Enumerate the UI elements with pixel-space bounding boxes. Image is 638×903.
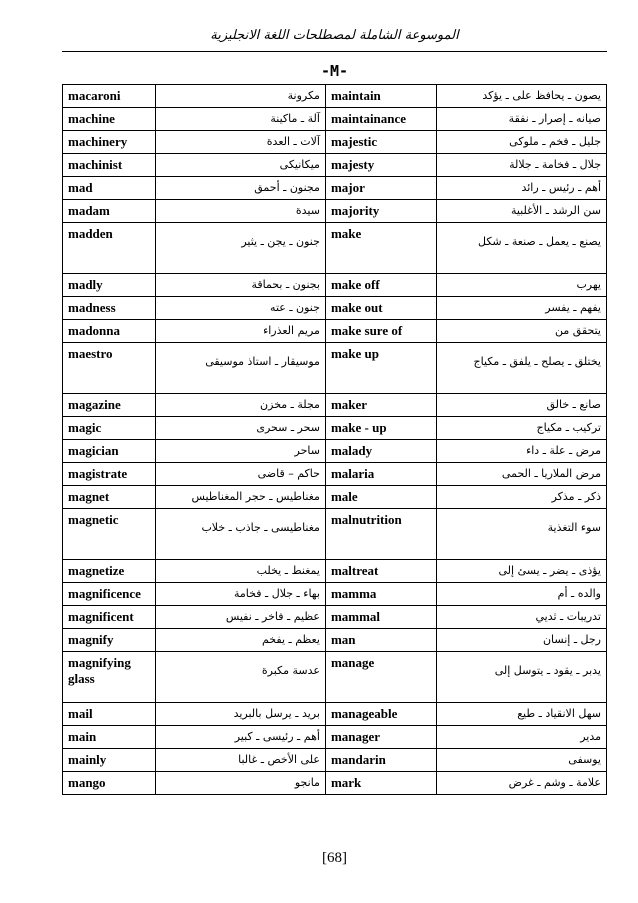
table-row [63,486,607,509]
right-english-term: male [325,486,436,509]
left-arabic-translation: ميكانيكى [156,154,326,177]
right-english-term: make - up [325,417,436,440]
left-arabic-translation: آلة ـ ماكينة [156,108,326,131]
right-english-term: make up [325,343,436,394]
table-row [63,509,607,560]
right-arabic-translation: يتحقق من [437,320,607,343]
table-row [63,629,607,652]
left-english-term: mainly [63,749,156,772]
header-divider [62,51,607,52]
right-arabic-translation: جليل ـ فخم ـ ملوكى [437,131,607,154]
left-arabic-translation: جنون ـ عته [156,297,326,320]
right-english-term: maker [325,394,436,417]
table-row [63,394,607,417]
right-english-term: man [325,629,436,652]
table-row [63,223,607,274]
right-arabic-translation: يفهم ـ يفسر [437,297,607,320]
right-arabic-translation: أهم ـ رئيس ـ رائد [437,177,607,200]
right-english-term: manager [325,726,436,749]
right-arabic-translation: صيانه ـ إصرار ـ نفقة [437,108,607,131]
right-arabic-translation: سهل الانقياد ـ طيع [437,703,607,726]
right-arabic-translation: رجل ـ إنسان [437,629,607,652]
table-row [63,772,607,795]
table-row [63,85,607,108]
right-arabic-translation: جلال ـ فخامة ـ جلالة [437,154,607,177]
page-header-title: الموسوعة الشاملة لمصطلحات اللغة الانجليزية [210,28,459,43]
left-english-term: magnifying glass [63,652,156,703]
right-english-term: majesty [325,154,436,177]
page-number: [68] [322,850,347,866]
left-arabic-translation: بريد ـ يرسل بالبريد [156,703,326,726]
left-arabic-translation: سيدة [156,200,326,223]
left-english-term: madam [63,200,156,223]
table-row [63,703,607,726]
right-arabic-translation: يصنع ـ يعمل ـ صنعة ـ شكل [437,223,607,274]
right-english-term: make off [325,274,436,297]
table-row [63,154,607,177]
table-row [63,108,607,131]
left-english-term: mango [63,772,156,795]
left-arabic-translation: عدسة مكبرة [156,652,326,703]
right-english-term: majestic [325,131,436,154]
right-english-term: mammal [325,606,436,629]
left-arabic-translation: يعظم ـ يفخم [156,629,326,652]
right-english-term: maintainance [325,108,436,131]
right-english-term: majority [325,200,436,223]
left-arabic-translation: مغناطيس ـ حجر المغناطيس [156,486,326,509]
left-english-term: magnet [63,486,156,509]
table-row [63,320,607,343]
right-arabic-translation: يوسفى [437,749,607,772]
right-arabic-translation: يدبر ـ يقود ـ يتوسل إلى [437,652,607,703]
left-english-term: mad [63,177,156,200]
left-arabic-translation: مغناطيسى ـ جاذب ـ خلاب [156,509,326,560]
table-row [63,440,607,463]
right-arabic-translation: يهرب [437,274,607,297]
right-english-term: mandarin [325,749,436,772]
left-arabic-translation: على الأخص ـ غالبا [156,749,326,772]
left-english-term: magnify [63,629,156,652]
left-arabic-translation: أهم ـ رئيسى ـ كبير [156,726,326,749]
table-row [63,583,607,606]
table-row [63,343,607,394]
left-english-term: magnetize [63,560,156,583]
left-english-term: magic [63,417,156,440]
left-arabic-translation: آلات ـ العدة [156,131,326,154]
right-arabic-translation: سوء التغذية [437,509,607,560]
table-row [63,297,607,320]
left-english-term: madly [63,274,156,297]
table-row [63,606,607,629]
right-english-term: mamma [325,583,436,606]
left-arabic-translation: بجنون ـ بحماقة [156,274,326,297]
left-english-term: machinist [63,154,156,177]
table-row [63,652,607,703]
right-english-term: make sure of [325,320,436,343]
left-arabic-translation: مجنون ـ أحمق [156,177,326,200]
left-arabic-translation: مكرونة [156,85,326,108]
left-arabic-translation: مريم العذراء [156,320,326,343]
left-english-term: maestro [63,343,156,394]
right-arabic-translation: سن الرشد ـ الأغلبية [437,200,607,223]
table-row [63,200,607,223]
left-english-term: madden [63,223,156,274]
right-arabic-translation: يصون ـ يحافظ على ـ يؤكد [437,85,607,108]
right-english-term: mark [325,772,436,795]
left-arabic-translation: يمغنط ـ يخلب [156,560,326,583]
right-english-term: make out [325,297,436,320]
right-english-term: major [325,177,436,200]
left-english-term: mail [63,703,156,726]
right-english-term: make [325,223,436,274]
table-row [63,726,607,749]
left-arabic-translation: موسيقار ـ استاذ موسيقى [156,343,326,394]
right-arabic-translation: والده ـ أم [437,583,607,606]
left-english-term: magnificent [63,606,156,629]
left-english-term: macaroni [63,85,156,108]
left-arabic-translation: مجلة ـ مخزن [156,394,326,417]
left-arabic-translation: جنون ـ يجن ـ يثير [156,223,326,274]
left-arabic-translation: بهاء ـ جلال ـ فخامة [156,583,326,606]
right-arabic-translation: علامة ـ وشم ـ غرض [437,772,607,795]
left-english-term: main [63,726,156,749]
table-row [63,177,607,200]
right-english-term: malaria [325,463,436,486]
right-arabic-translation: تركيب ـ مكياج [437,417,607,440]
left-english-term: machinery [63,131,156,154]
dictionary-table-body [63,85,607,795]
right-english-term: manage [325,652,436,703]
table-row [63,749,607,772]
table-row [63,560,607,583]
left-english-term: magistrate [63,463,156,486]
table-row [63,131,607,154]
left-arabic-translation: ساحر [156,440,326,463]
right-arabic-translation: مرض الملاريا ـ الحمى [437,463,607,486]
right-english-term: maintain [325,85,436,108]
right-arabic-translation: ذكر ـ مذكر [437,486,607,509]
left-english-term: madonna [63,320,156,343]
right-english-term: malnutrition [325,509,436,560]
right-english-term: malady [325,440,436,463]
left-english-term: magazine [63,394,156,417]
dictionary-table [62,84,607,795]
left-english-term: madness [63,297,156,320]
left-arabic-translation: مانجو [156,772,326,795]
right-english-term: maltreat [325,560,436,583]
left-arabic-translation: عظيم ـ فاخر ـ نفيس [156,606,326,629]
section-letter: -M- [320,62,349,80]
right-arabic-translation: تدريبات ـ ثديي [437,606,607,629]
right-arabic-translation: مدير [437,726,607,749]
left-english-term: magnificence [63,583,156,606]
left-english-term: magnetic [63,509,156,560]
right-arabic-translation: يؤذى ـ يضر ـ يسئ إلى [437,560,607,583]
right-arabic-translation: يختلق ـ يصلح ـ يلفق ـ مكياج [437,343,607,394]
right-arabic-translation: صانع ـ خالق [437,394,607,417]
table-row [63,274,607,297]
left-arabic-translation: حاكم – قاضى [156,463,326,486]
left-arabic-translation: سحر ـ سحرى [156,417,326,440]
right-english-term: manageable [325,703,436,726]
table-row [63,463,607,486]
right-arabic-translation: مرض ـ علة ـ داء [437,440,607,463]
table-row [63,417,607,440]
left-english-term: machine [63,108,156,131]
left-english-term: magician [63,440,156,463]
